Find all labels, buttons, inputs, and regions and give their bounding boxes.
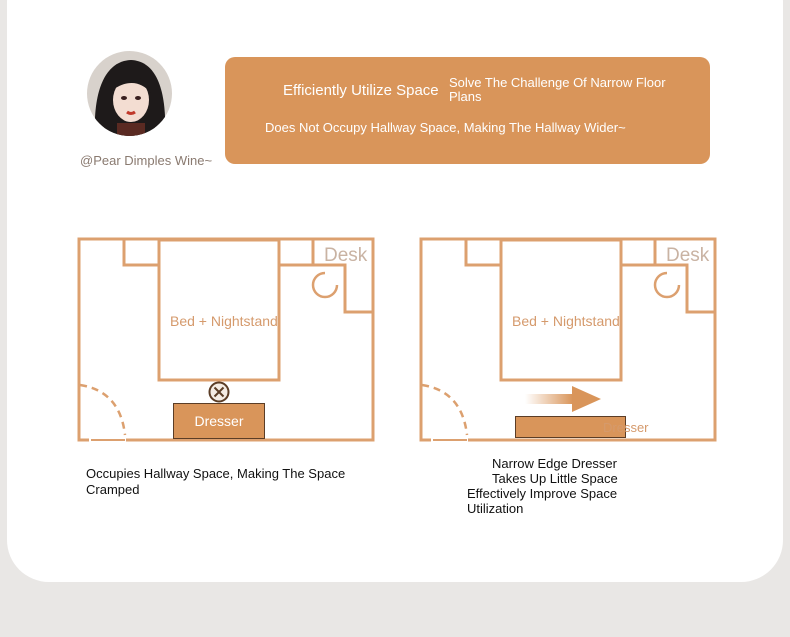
dresser-label: Dresser	[603, 420, 649, 435]
desk-label: Desk	[666, 245, 710, 266]
banner-title: Efficiently Utilize Space	[283, 82, 439, 99]
x-circle-icon	[208, 381, 230, 403]
author-handle: @Pear Dimples Wine~	[80, 153, 213, 168]
bed-label: Bed + Nightstand	[512, 313, 620, 329]
dresser-block	[173, 403, 265, 439]
banner-subtitle: Solve The Challenge Of Narrow Floor Plans	[449, 75, 666, 104]
dresser-label: Dresser	[194, 413, 244, 429]
headline-banner	[225, 57, 710, 164]
caption-before: Occupies Hallway Space, Making The Space Cramped	[86, 466, 346, 497]
bed-label: Bed + Nightstand	[170, 313, 278, 329]
caption-line: Takes Up Little Space	[492, 471, 618, 486]
floor-plan-before	[75, 235, 375, 445]
avatar-illustration	[87, 51, 172, 136]
caption-line: Narrow Edge Dresser	[492, 456, 617, 471]
caption-line: Effectively Improve Space Utilization	[467, 486, 618, 516]
caption-after	[467, 456, 677, 516]
desk-label: Desk	[324, 245, 368, 266]
banner-description: Does Not Occupy Hallway Space, Making The Hallway Wider~	[265, 120, 626, 135]
arrow-right-icon	[525, 386, 601, 412]
floor-plan-after	[417, 235, 717, 445]
avatar	[87, 51, 172, 136]
